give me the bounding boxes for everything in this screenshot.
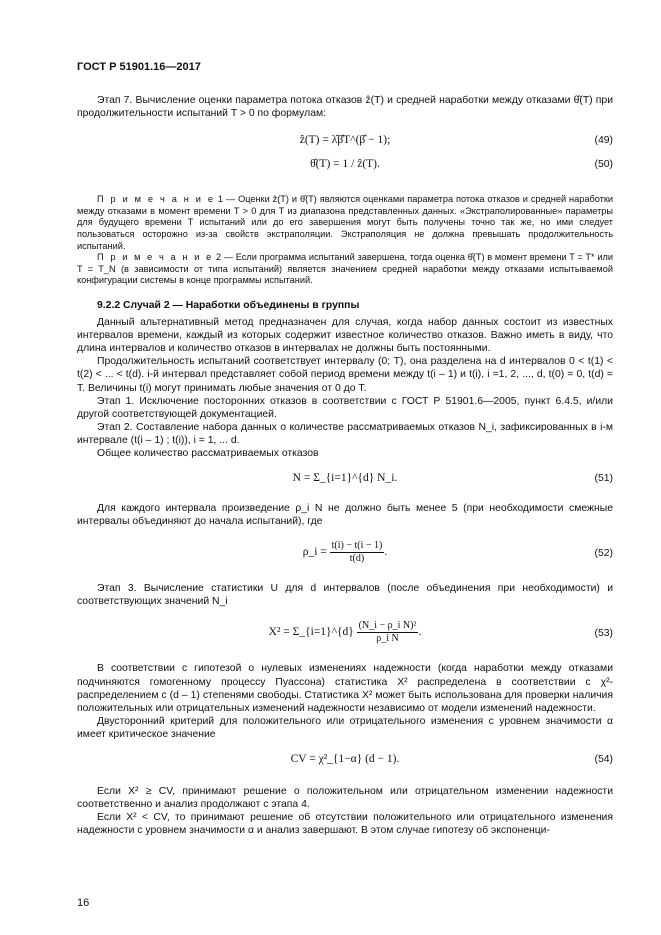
stage2-paragraph: Этап 2. Составление набора данных о количестве рассматриваемых отказов N_i, зафиксированных в i-м интервале (t(i – 1) ; t(i)), i = 1, ... d.: [77, 421, 613, 446]
note-2: [77, 252, 613, 287]
note-1-text: 1 — Оценки ẑ(T) и θ̂(T) являются оценками параметра потока отказов и средней наработки между отказами в момент времени T > 0 для T из диапазона представленных данных. «Экстраполированные» параметры для будущего времени T испытаний или до его завершения могут быть получены точно так же, но ими следует пользоваться осторожно из-за свойств экстраполяции. Экстраполяция не должна превышать продолжительность испытаний.: [77, 194, 613, 251]
note-2-label: П р и м е ч а н и е: [97, 252, 214, 263]
equation-53-denominator: ρ_i N: [376, 633, 399, 645]
equation-53-expr: [77, 620, 613, 645]
equation-49-expr: ẑ(T) = λ̂β̂T^(β̂ − 1);: [299, 134, 391, 147]
equation-51-number: (51): [594, 473, 613, 485]
total-failures-label: Общее количество рассматриваемых отказов: [97, 447, 319, 459]
standard-header: ГОСТ Р 51901.16—2017: [77, 61, 201, 73]
equation-51: [77, 472, 613, 486]
equation-49-number: (49): [594, 135, 613, 147]
stage1-paragraph: Этап 1. Исключение посторонних отказов в соответствии с ГОСТ Р 51901.6—2005, пункт 6.4.5, и/или другой соответствующей документацией.: [77, 395, 613, 420]
equation-49: [77, 134, 613, 148]
note-2-text: 2 — Если программа испытаний завершена, тогда оценка θ̂(T) в момент времени T = T* или T = T_N (в зависимости от типа испытаний) является значением средней наработки между отказами испытываемой конфигурации системы в конце программы испытаний.: [77, 252, 613, 286]
equation-53-lhs: X² = Σ_{i=1}^{d}: [268, 626, 354, 639]
equation-53-tail: .: [418, 626, 422, 639]
equation-50-number: (50): [594, 159, 613, 171]
paragraph-4: В соответствии с гипотезой о нулевых изменениях надежности (когда наработки между отказами подчиняются гомогенному процессу Пуассона) статистика X² распределена в соответствии с χ²-распределением с (d – 1) степенями свободы. Статистика X² может быть использована для проверки наличия положительных или отрицательных изменений надежности независимо от модели изменений надежности.: [77, 663, 613, 714]
equation-52-expr: [77, 540, 613, 565]
page-content: [77, 94, 613, 837]
paragraph-1: Данный альтернативный метод предназначен для случая, когда набор данных состоит из известных интервалов времени, каждый из которых содержит известное количество отказов. Важно иметь в виду, что длина интервалов и количество отказов в интервалах не должны быть постоянными.: [77, 317, 613, 355]
section-heading: 9.2.2 Случай 2 — Наработки объединены в группы: [97, 299, 360, 311]
equation-53-number: (53): [594, 628, 613, 640]
equation-50: [77, 158, 613, 172]
equation-52-lhs: ρ_i =: [302, 546, 327, 559]
equation-52: [77, 540, 613, 568]
paragraph-2: Продолжительность испытаний соответствует интервалу (0; T), она разделена на d интервалов 0 < t(1) < t(2) < ... < t(d). i-й интервал представляет собой период времени между t(i – 1) и t(i), i =1, 2, ..., d, t(0) = 0, t(d) = T. Величины t(i) могут принимать любые значения от 0 до T.: [77, 356, 613, 394]
equation-52-numerator: t(i) − t(i − 1): [331, 540, 383, 552]
paragraph-7: Если X² < CV, то принимают решение об отсутствии положительного или отрицательного изменения надежности с уровнем значимости α и анализ завершают. В этом случае гипотезу об экспоненци-: [77, 812, 613, 837]
equation-54: [77, 753, 613, 767]
equation-52-denominator: t(d): [349, 553, 365, 565]
equation-52-tail: .: [384, 546, 388, 559]
equation-51-expr: N = Σ_{i=1}^{d} N_i.: [292, 472, 398, 485]
stage3-paragraph: Этап 3. Вычисление статистики U для d интервалов (после объединения при необходимости) и соответствующих значений N_i: [77, 583, 613, 608]
paragraph-5: Двусторонний критерий для положительного или отрицательного изменения с уровнем значимости α имеет критическое значение: [77, 715, 613, 740]
equation-52-fraction: [330, 540, 388, 565]
equation-52-number: (52): [594, 548, 613, 560]
note-1-label: П р и м е ч а н и е: [97, 194, 215, 205]
equation-53-numerator: (N_i − ρ_i N)²: [358, 620, 417, 632]
note-1: [77, 194, 613, 252]
paragraph-6: Если X² ≥ CV, принимают решение о положительном или отрицательном изменении надежности соответственно и анализ продолжают с этапа 4.: [77, 786, 613, 811]
equation-54-number: (54): [594, 754, 613, 765]
page-number: 16: [77, 897, 90, 909]
equation-53-fraction: [357, 620, 422, 645]
paragraph-3: Для каждого интервала произведение ρ_i N не должно быть менее 5 (при необходимости смежные интервалы объединяют до начала испытаний), где: [77, 503, 613, 528]
stage7-paragraph: Этап 7. Вычисление оценки параметра потока отказов ẑ(T) и средней наработки между отказами θ̂(T) при продолжительности испытаний T > 0 по формулам:: [77, 95, 613, 120]
equation-50-expr: θ̂(T) = 1 / ẑ(T).: [310, 158, 380, 171]
equation-53: [77, 620, 613, 648]
equation-54-expr: CV = χ²_{1−α} (d − 1).: [290, 753, 400, 765]
